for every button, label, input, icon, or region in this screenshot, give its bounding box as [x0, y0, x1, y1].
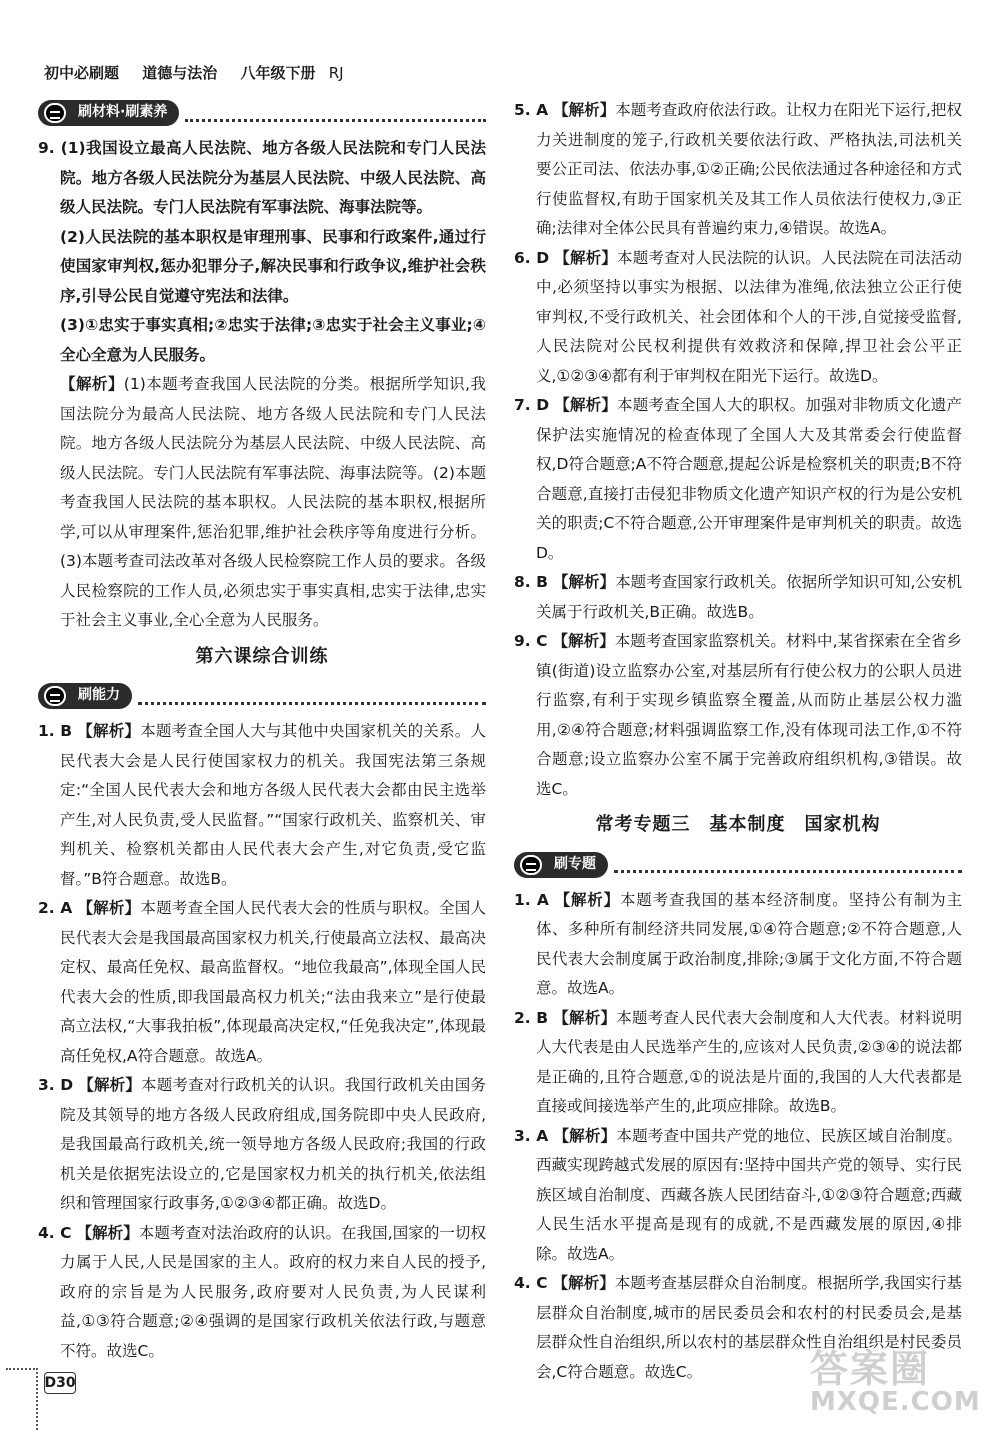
analysis-label: 【解析】 [60, 375, 124, 393]
answer-item [514, 1004, 962, 1122]
analysis-text: 本题考查政府依法行政。让权力在阳光下运行,把权力关进制度的笼子,行政机关要依法行政、严格执法,司法机关要公正司法、依法办事,①②正确;公民依法通过各种途径和方式行使监督权,有助于国家机关及其工作人员依法行使权力,③正确;法律对全体公民具有普遍约束力,④错误。故选A。 [536, 101, 962, 237]
section-title: 第六课综合训练 [195, 645, 329, 667]
answer-item [514, 391, 962, 568]
analysis-label: 【解析】 [554, 248, 618, 267]
item-number: 2. B [514, 1008, 549, 1027]
analysis-text: 本题考查中国共产党的地位、民族区域自治制度。西藏实现跨越式发展的原因有:坚持中国共产党的领导、实行民族区域自治制度、西藏各族人民团结奋斗,①②③符合题意;西藏人民生活水平提高是现有的成就,不是西藏发展的原因,④排除。故选A。 [536, 1126, 962, 1263]
item-number: 1. B [38, 722, 73, 740]
analysis-text: 本题考查国家监察机关。材料中,某省探索在全省乡镇(街道)设立监察办公室,对基层所有行使公权力的公职人员进行监察,有利于实现乡镇监察全覆盖,从而防止基层公权力滥用,②④符合题意;材料强调监察工作,没有体现司法工作,①不符合题意;设立监察办公室不属于完善政府组织机构,③错误。故选C。 [536, 632, 962, 798]
right-column [514, 96, 962, 1387]
answer-item [38, 1219, 486, 1367]
analysis-text: 本题考查全国人大的职权。加强对非物质文化遗产保护法实施情况的检查体现了全国人大及其常委会行使监督权,D符合题意;A不符合题意,提起公诉是检察机关的职责;B不符合题意,直接打击侵犯非物质文化遗产知识产权的行为是公安机关的职责;C不符合题意,公开审理案件是审判机关的职责。故选D。 [536, 396, 962, 562]
analysis-label: 【解析】 [78, 1076, 142, 1094]
corner-dotted-line [6, 1368, 38, 1430]
dotted-divider [185, 105, 486, 122]
left-column [38, 96, 486, 1366]
analysis-label: 【解析】 [553, 1126, 617, 1145]
section-pill-row [38, 679, 486, 713]
pen-badge-icon [44, 686, 66, 706]
watermark [810, 1338, 990, 1428]
section-title: 常考专题三 基本制度 国家机构 [595, 814, 881, 835]
answer-paragraph: (2)人民法院的基本职权是审理刑事、民事和行政案件,通过行使国家审判权,惩办犯罪分子,解决民事和行政争议,维护社会秩序,引导公民自觉遵守宪法和法律。 [60, 227, 486, 305]
item-number: 9. C [514, 632, 548, 650]
page-number: D30 [44, 1372, 76, 1394]
analysis-text: 本题考查对法治政府的认识。在我国,国家的一切权力属于人民,人民是国家的主人。政府的权力来自人民的授予,政府的宗旨是为人民服务,政府要对人民负责,为人民谋利益,①③符合题意;②④强调的是国家行政机关依法行政,与题意不符。故选C。 [60, 1223, 486, 1360]
dotted-divider [614, 856, 962, 873]
question-9 [38, 134, 486, 636]
dotted-divider [138, 688, 486, 705]
analysis-text: (1)本题考查我国人民法院的分类。根据所学知识,我国法院分为最高人民法院、地方各级人民法院和专门人民法院。地方各级人民法院分为基层人民法院、中级人民法院、高级人民法院。专门人民法院有军事法院、海事法院等。(2)本题考查我国人民法院的基本职权。人民法院的基本职权,根据所学,可以从审理案件,惩治犯罪,维护社会秩序等角度进行分析。(3)本题考查司法改革对各级人民检察院工作人员的要求。各级人民检察院的工作人员,必须忠实于事实真相,忠实于法律,忠实于社会主义事业,全心全意为人民服务。 [60, 375, 486, 629]
section-pill [514, 852, 608, 878]
watermark-logo-text: 答案圈 [810, 1347, 931, 1391]
section-pill-row [514, 848, 962, 882]
analysis-text: 本题考查国家行政机关。依据所学知识可知,公安机关属于行政机关,B正确。故选B。 [536, 573, 962, 621]
item-number: 3. A [514, 1126, 549, 1145]
answer-item [38, 894, 486, 1071]
watermark-url: MXQE.COM [810, 1387, 981, 1417]
analysis-text: 本题考查对行政机关的认识。我国行政机关由国务院及其领导的地方各级人民政府组成,国务院即中央人民政府,是我国最高行政机关,统一领导地方各级人民政府;我国的行政机关是依据宪法设立的,它是国家权力机关的执行机关,依法组织和管理国家行政事务,①②③④都正确。故选D。 [60, 1076, 486, 1212]
analysis-label: 【解析】 [552, 573, 616, 591]
pill-label: 刷能力 [78, 687, 120, 704]
analysis-label: 【解析】 [554, 396, 618, 414]
analysis-text: 本题考查基层群众自治制度。根据所学,我国实行基层群众自治制度,城市的居民委员会和农村的村民委员会,是基层群众性自治组织,所以农村的基层群众性自治组织是村民委员会,C符合题意。故选C。 [536, 1274, 962, 1381]
pen-badge-icon [44, 103, 66, 123]
answer-text: (1)我国设立最高人民法院、地方各级人民法院和专门人民法院。地方各级人民法院分为基层人民法院、中级人民法院、高级人民法院。专门人民法院有军事法院、海事法院等。 [60, 139, 486, 216]
item-number: 5. A [514, 101, 549, 119]
question-number: 9. [38, 139, 55, 157]
analysis-label: 【解析】 [553, 1008, 617, 1027]
answer-item [514, 1122, 962, 1270]
analysis-paragraph [38, 370, 486, 636]
section-pill [38, 100, 179, 126]
answer-item [38, 717, 486, 894]
analysis-text: 本题考查对人民法院的认识。人民法院在司法活动中,必须坚持以事实为根据、以法律为准绳,依法独立公正行使审判权,不受行政机关、社会团体和个人的干涉,自觉接受监督,人民法院对公民权利提供有效救济和保障,捍卫社会公平正义,①②③④都有利于审判权在阳光下运行。故选D。 [536, 248, 962, 385]
analysis-text: 本题考查我国的基本经济制度。坚持公有制为主体、多种所有制经济共同发展,①④符合题意;②不符合题意,人民代表大会制度属于政治制度,排除;③属于文化方面,不符合题意。故选A。 [536, 890, 962, 997]
section-pill [38, 683, 132, 709]
analysis-label: 【解析】 [552, 632, 615, 650]
answer-paragraph [38, 134, 486, 223]
header-grade: 八年级下册 [240, 64, 316, 82]
item-number: 6. D [514, 248, 550, 267]
pill-label: 刷专题 [554, 855, 596, 872]
analysis-label: 【解析】 [552, 1274, 615, 1292]
item-number: 3. D [38, 1076, 74, 1094]
answer-item [514, 886, 962, 1004]
item-number: 4. C [38, 1223, 72, 1242]
section-pill-row [38, 96, 486, 130]
pen-badge-icon [520, 855, 542, 875]
answer-item [514, 96, 962, 244]
item-number: 2. A [38, 899, 73, 917]
pill-label: 刷材料·刷素养 [78, 104, 168, 121]
analysis-label: 【解析】 [76, 1223, 139, 1242]
page-header [44, 62, 362, 84]
answer-item [514, 568, 962, 627]
analysis-label: 【解析】 [553, 101, 616, 119]
item-number: 7. D [514, 396, 550, 414]
item-number: 4. C [514, 1274, 548, 1292]
item-number: 8. B [514, 573, 548, 591]
analysis-label: 【解析】 [77, 899, 141, 917]
answer-item [38, 1071, 486, 1219]
answer-paragraph: (3)①忠实于事实真相;②忠实于法律;③忠实于社会主义事业;④全心全意为人民服务。 [60, 316, 486, 364]
analysis-label: 【解析】 [77, 722, 141, 740]
answer-item [514, 627, 962, 804]
analysis-text: 本题考查全国人民代表大会的性质与职权。全国人民代表大会是我国最高国家权力机关,行使最高立法权、最高决定权、最高任免权、最高监督权。“地位我最高”,体现全国人民代表大会的性质,即我国最高权力机关;“法由我来立”是行使最高立法权,“大事我拍板”,体现最高决定权,“任免我决定”,体现最高任免权,A符合题意。故选A。 [60, 899, 486, 1065]
header-series: 初中必刷题 [44, 64, 120, 82]
item-number: 1. A [514, 890, 549, 909]
header-subject: 道德与法治 [142, 64, 218, 82]
header-edition: RJ [328, 64, 344, 82]
analysis-label: 【解析】 [554, 890, 620, 909]
analysis-text: 本题考查人民代表大会制度和人大代表。材料说明人大代表是由人民选举产生的,应该对人民负责,②③④的说法都是正确的,且符合题意,①的说法是片面的,我国的人大代表都是直接或间接选举产生的,此项应排除。故选B。 [536, 1008, 962, 1115]
analysis-text: 本题考查全国人大与其他中央国家机关的关系。人民代表大会是人民行使国家权力的机关。我国宪法第三条规定:“全国人民代表大会和地方各级人民代表大会都由民主选举产生,对人民负责,受人民监督。”“国家行政机关、监察机关、审判机关、检察机关都由人民代表大会产生,对它负责,受它监督。”B符合题意。故选B。 [60, 722, 486, 888]
answer-item [514, 244, 962, 392]
